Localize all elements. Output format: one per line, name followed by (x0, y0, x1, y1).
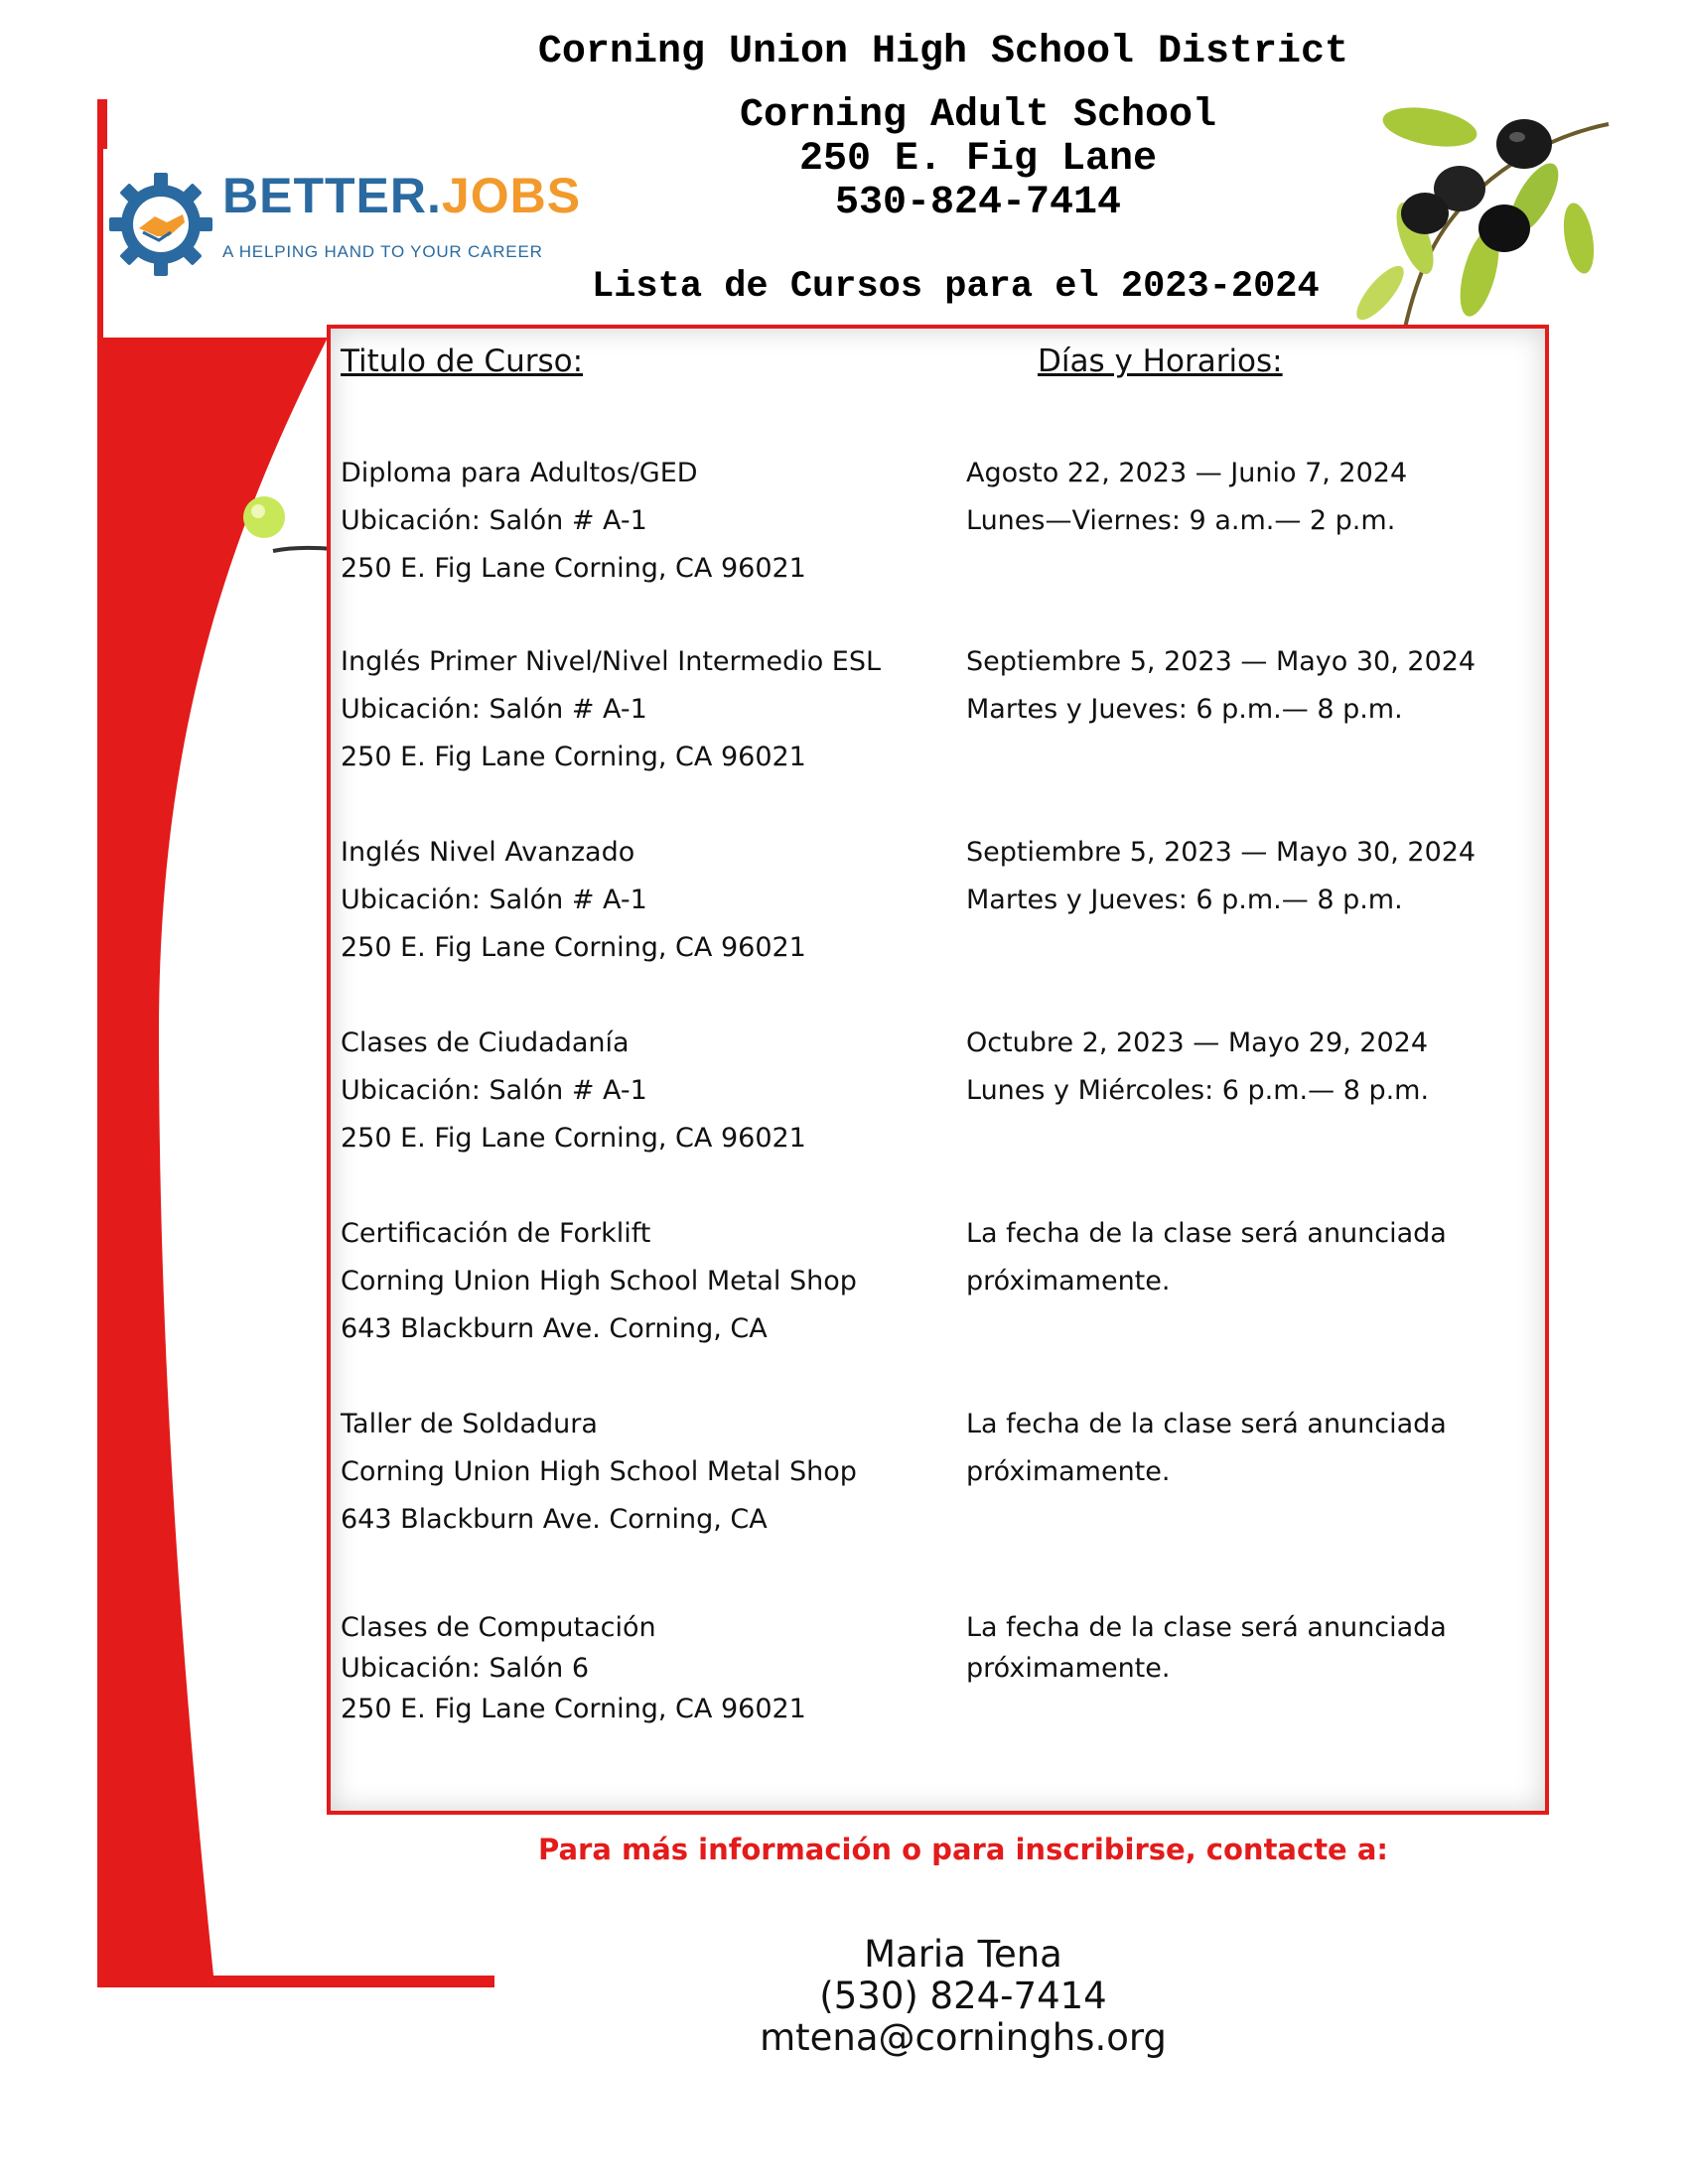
course-dates: Septiembre 5, 2023 — Mayo 30, 2024 (966, 646, 1477, 677)
course-address: 250 E. Fig Lane Corning, CA 96021 (341, 1123, 806, 1154)
course-location: Ubicación: Salón # A-1 (341, 885, 647, 915)
course-location: Ubicación: Salón 6 (341, 1653, 590, 1684)
course-location: Ubicación: Salón # A-1 (341, 505, 647, 536)
course-table (327, 325, 1549, 1815)
course-location: Ubicación: Salón # A-1 (341, 1075, 647, 1106)
course-name: Inglés Nivel Avanzado (341, 837, 635, 868)
course-schedule (966, 1210, 1447, 1305)
course-address: 250 E. Fig Lane Corning, CA 96021 (341, 1694, 806, 1724)
school-name: Corning Adult School (739, 93, 1217, 138)
course-address: 643 Blackburn Ave. Corning, CA (341, 1313, 768, 1344)
contact-name: Maria Tena (864, 1933, 1062, 1976)
course-location: Ubicación: Salón # A-1 (341, 694, 647, 725)
logo-tagline: A HELPING HAND TO YOUR CAREER (222, 242, 543, 261)
course-dates: Septiembre 5, 2023 — Mayo 30, 2024 (966, 837, 1477, 868)
course-row (341, 1210, 857, 1353)
course-schedule (966, 638, 1476, 734)
school-phone: 530-824-7414 (834, 181, 1122, 225)
course-address: 250 E. Fig Lane Corning, CA 96021 (341, 932, 806, 963)
course-row (341, 450, 806, 593)
column-header-schedule: Días y Horarios: (1038, 343, 1283, 379)
course-hours: próximamente. (966, 1266, 1171, 1297)
better-jobs-logo (103, 149, 582, 338)
course-name: Inglés Primer Nivel/Nivel Intermedio ESL (341, 646, 882, 677)
district-name: Corning Union High School District (537, 30, 1349, 74)
school-address: 250 E. Fig Lane (798, 137, 1158, 182)
course-schedule (966, 1607, 1447, 1689)
course-dates: La fecha de la clase será anunciada (966, 1409, 1447, 1439)
course-row (341, 1401, 857, 1544)
course-address: 250 E. Fig Lane Corning, CA 96021 (341, 553, 806, 584)
course-list-title: Lista de Cursos para el 2023-2024 (592, 266, 1320, 308)
course-row (341, 829, 806, 972)
course-hours: próximamente. (966, 1653, 1171, 1684)
course-schedule (966, 1020, 1429, 1115)
course-name: Clases de Ciudadanía (341, 1027, 630, 1058)
column-header-course: Titulo de Curso: (341, 343, 584, 379)
course-name: Certificación de Forklift (341, 1218, 651, 1249)
course-dates: La fecha de la clase será anunciada (966, 1612, 1447, 1643)
course-location: Corning Union High School Metal Shop (341, 1456, 857, 1487)
gear-handshake-icon (107, 171, 214, 278)
green-ball-decoration (238, 491, 338, 561)
course-hours: Lunes—Viernes: 9 a.m.— 2 p.m. (966, 505, 1396, 536)
course-row (341, 638, 881, 781)
course-address: 643 Blackburn Ave. Corning, CA (341, 1504, 768, 1535)
course-hours: próximamente. (966, 1456, 1171, 1487)
course-name: Taller de Soldadura (341, 1409, 598, 1439)
course-name: Clases de Computación (341, 1612, 656, 1643)
course-schedule (966, 829, 1476, 924)
contact-phone: (530) 824-7414 (819, 1975, 1107, 2017)
course-hours: Martes y Jueves: 6 p.m.— 8 p.m. (966, 885, 1403, 915)
course-name: Diploma para Adultos/GED (341, 458, 698, 488)
course-row (341, 1020, 806, 1162)
course-address: 250 E. Fig Lane Corning, CA 96021 (341, 742, 806, 772)
contact-block (0, 1934, 1688, 2059)
course-dates: La fecha de la clase será anunciada (966, 1218, 1447, 1249)
course-schedule (966, 1401, 1447, 1496)
course-row (341, 1607, 806, 1729)
contact-lead-text: Para más información o para inscribirse, contacte a: (538, 1833, 1388, 1866)
course-hours: Lunes y Miércoles: 6 p.m.— 8 p.m. (966, 1075, 1430, 1106)
course-hours: Martes y Jueves: 6 p.m.— 8 p.m. (966, 694, 1403, 725)
course-schedule (966, 450, 1407, 545)
course-location: Corning Union High School Metal Shop (341, 1266, 857, 1297)
course-dates: Agosto 22, 2023 — Junio 7, 2024 (966, 458, 1408, 488)
logo-name: BETTER.JOBS (222, 168, 582, 223)
contact-email[interactable]: mtena@corninghs.org (760, 2016, 1167, 2059)
course-dates: Octubre 2, 2023 — Mayo 29, 2024 (966, 1027, 1429, 1058)
